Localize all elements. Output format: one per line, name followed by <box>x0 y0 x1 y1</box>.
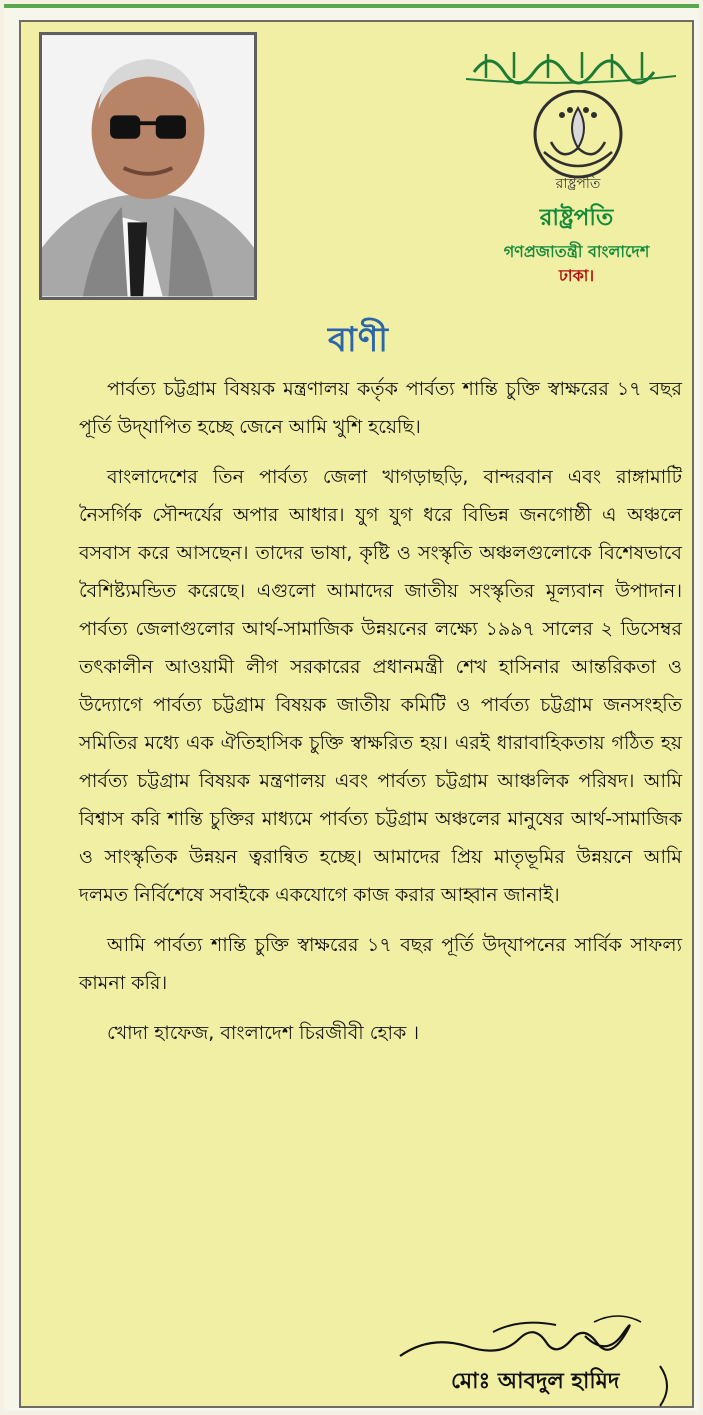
paragraph-2: বাংলাদেশের তিন পার্বত্য জেলা খাগড়াছড়ি, বান্দরবান এবং রাঙ্গামাটি নৈসর্গিক সৌন্দর্যের অপার আধার। যুগ যুগ ধরে বিভিন্ন জনগোষ্ঠী এ অঞ্চলে বসবাস করে আসছেন। তাদের ভাষা, কৃষ্টি ও সংস্কৃতি অঞ্চলগুলোকে বিশেষভাবে বৈশিষ্ট্যমন্ডিত করেছে। এগুলো আমাদের জাতীয় সংস্কৃতির মূল্যবান উপাদান। পার্বত্য জেলাগুলোর আর্থ-সামাজিক উন্নয়নের লক্ষ্যে ১৯৯৭ সালের ২ ডিসেম্বর তৎকালীন আওয়ামী লীগ সরকারের প্রধানমন্ত্রী শেখ হাসিনার আন্তরিকতা ও উদ্যোগে পার্বত্য চট্টগ্রাম বিষয়ক জাতীয় কমিটি ও পার্বত্য চট্টগ্রাম জনসংহতি সমিতির মধ্যে এক ঐতিহাসিক চুক্তি স্বাক্ষরিত হয়। এরই ধারাবাহিকতায় গঠিত হয় পার্বত্য চট্টগ্রাম বিষয়ক মন্ত্রণালয় এবং পার্বত্য চট্টগ্রাম আঞ্চলিক পরিষদ। আমি বিশ্বাস করি শান্তি চুক্তির মাধ্যমে পার্বত্য চট্টগ্রাম অঞ্চলের মানুষের আর্থ-সামাজিক ও সাংস্কৃতিক উন্নয়ন ত্বরান্বিত হচ্ছে। আমাদের প্রিয় মাতৃভূমির উন্নয়নে আমি দলমত নির্বিশেষে সবাইকে একযোগে কাজ করার আহ্বান জানাই। <box>79 466 682 906</box>
page-background <box>4 4 699 1411</box>
signer-name: মোঃ আবদুল হামিদ <box>451 1369 620 1394</box>
portrait-illustration <box>42 35 254 297</box>
handwritten-signature <box>396 1312 646 1374</box>
arabic-calligraphy <box>466 44 676 86</box>
portrait-photo <box>39 32 257 300</box>
right-brace-icon <box>658 1364 678 1408</box>
country-name: গণপ্রজাতন্ত্রী বাংলাদেশ <box>503 242 650 261</box>
message-frame <box>19 20 694 1408</box>
office-block <box>474 204 679 288</box>
message-heading: বাণী <box>327 320 390 360</box>
paragraph-1: পার্বত্য চট্টগ্রাম বিষয়ক মন্ত্রণালয় কর্তৃক পার্বত্য শান্তি চুক্তি স্বাক্ষরের ১৭ বছর পূর্তি উদ্‌যাপিত হচ্ছে জেনে আমি খুশি হয়েছি। <box>79 378 682 438</box>
city-name: ঢাকা। <box>558 266 595 285</box>
paragraph-4: খোদা হাফেজ, বাংলাদেশ চিরজীবী হোক । <box>107 1022 420 1044</box>
office-title: রাষ্ট্রপতি <box>539 205 614 231</box>
message-body <box>79 370 682 1052</box>
paragraph-3: আমি পার্বত্য শান্তি চুক্তি স্বাক্ষরের ১৭ বছর পূর্তি উদ্‌যাপনের সার্বিক সাফল্য কামনা করি। <box>79 934 682 994</box>
emblem-caption: রাষ্ট্রপতি <box>555 176 601 192</box>
